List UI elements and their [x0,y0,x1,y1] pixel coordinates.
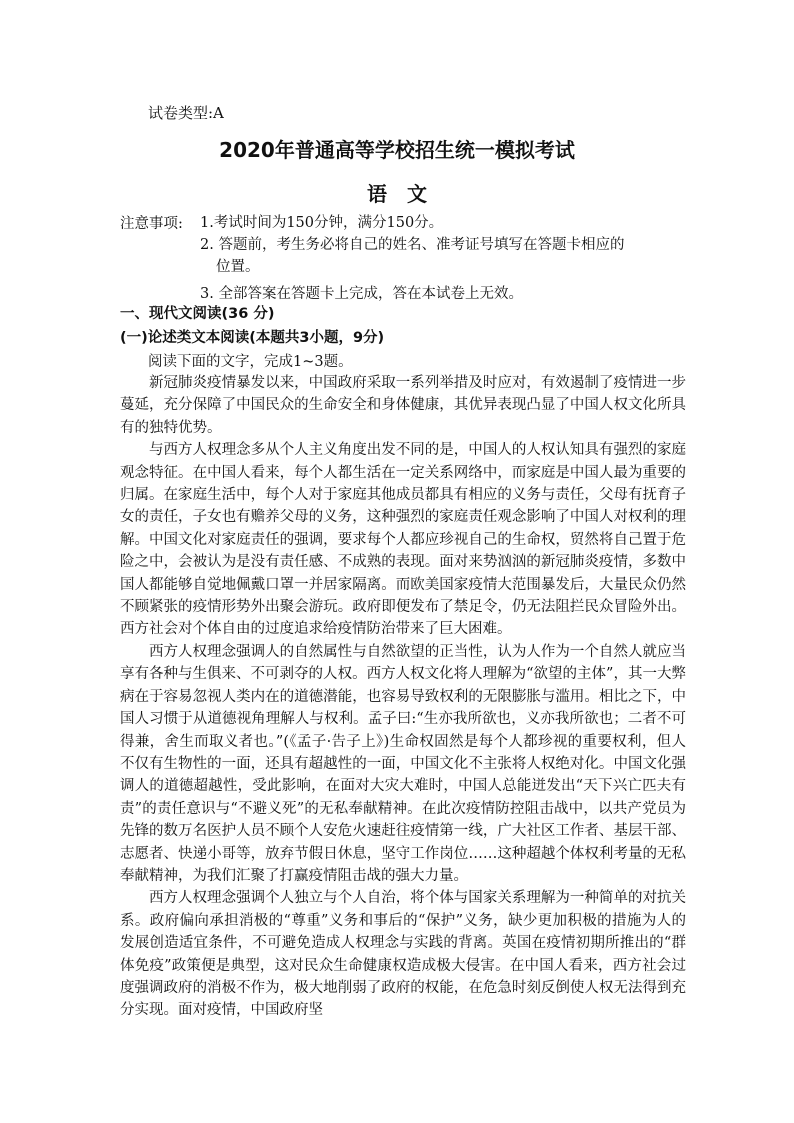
passage-paragraph-3: 西方人权理念强调人的自然属性与自然欲望的正当性，认为人作为一个自然人就应当享有各种与生俱来、不可剥夺的人权。西方人权文化将人理解为“欲望的主体”，其一大弊病在于容易忽视人类内在的道德潜能，也容易导致权利的无限膨胀与滥用。相比之下，中国人习惯于从道德视角理解人与权利。孟子曰:“生亦我所欲也，义亦我所欲也；二者不可得兼，舍生而取义者也。”(《孟子·告子上》)生命权固然是每个人都珍视的重要权利，但人不仅有生物性的一面，还具有超越性的一面，中国文化不主张将人权绝对化。中国文化强调人的道德超越性，受此影响，在面对大灾大难时，中国人总能迸发出“天下兴亡匹夫有责”的责任意识与“不避义死”的无私奉献精神。在此次疫情防控阻击战中，以共产党员为先锋的数万名医护人员不顾个人安危火速赶往疫情第一线，广大社区工作者、基层干部、志愿者、快递小哥等，放弃节假日休息，坚守工作岗位……这种超越个体权利考量的无私奉献精神，为我们汇聚了打赢疫情阻击战的强大力量。 [120,643,686,884]
subsection-heading: (一)论述类文本阅读(本题共3小题，9分) [120,330,385,346]
passage-paragraph-4: 西方人权理念强调个人独立与个人自治，将个体与国家关系理解为一种简单的对抗关系。政府偏向承担消极的“尊重”义务和事后的“保护”义务，缺少更加积极的措施为人的发展创造适宜条件，不可避免造成人权理念与实践的背离。英国在疫情初期所推出的“群体免疫”政策便是典型，这对民众生命健康权造成极大侵害。在中国人看来，西方社会过度强调政府的消极不作为，极大地削弱了政府的权能，在危急时刻反倒使人权无法得到充分实现。面对疫情，中国政府坚 [120,890,686,1019]
note-item-3: 3. 全部答案在答题卡上完成，答在本试卷上无效。 [200,286,523,302]
passage-body [120,372,686,1022]
section-heading: 一、现代文阅读(36 分) [120,306,275,322]
exam-title: 2020年普通高等学校招生统一模拟考试 [219,138,575,162]
note-item-2 [200,234,680,278]
reading-instruction: 阅读下面的文字，完成1~3题。 [148,354,353,370]
note-item-1: 1.考试时间为150分钟，满分150分。 [200,215,444,231]
notes-label: 注意事项: [120,216,183,232]
paper-type-label: 试卷类型:A [148,104,224,122]
passage-paragraph-2: 与西方人权理念多从个人主义角度出发不同的是，中国人的人权认知具有强烈的家庭观念特征。在中国人看来，每个人都生活在一定关系网络中，而家庭是中国人最为重要的归属。在家庭生活中，每个人对于家庭其他成员都具有相应的义务与责任，父母有抚育子女的责任，子女也有赡养父母的义务，这种强烈的家庭责任观念影响了中国人对权利的理解。中国文化对家庭责任的强调，要求每个人都应珍视自己的生命权，贸然将自己置于危险之中，会被认为是没有责任感、不成熟的表现。面对来势汹汹的新冠肺炎疫情，多数中国人都能够自觉地佩戴口罩一并居家隔离。而欧美国家疫情大范围暴发后，大量民众仍然不顾紧张的疫情形势外出聚会游玩。政府即便发布了禁足令，仍无法阻拦民众冒险外出。西方社会对个体自由的过度追求给疫情防治带来了巨大困难。 [120,442,686,638]
note-item-2-line-2: 位置。 [216,259,260,275]
passage-paragraph-1: 新冠肺炎疫情暴发以来，中国政府采取一系列举措及时应对，有效遏制了疫情进一步蔓延，充分保障了中国民众的生命安全和身体健康，其优异表现凸显了中国人权文化所具有的独特优势。 [120,375,686,436]
subject-title: 语 文 [367,182,427,206]
note-item-2-line-1: 2. 答题前，考生务必将自己的姓名、准考证号填写在答题卡相应的 [200,237,625,253]
